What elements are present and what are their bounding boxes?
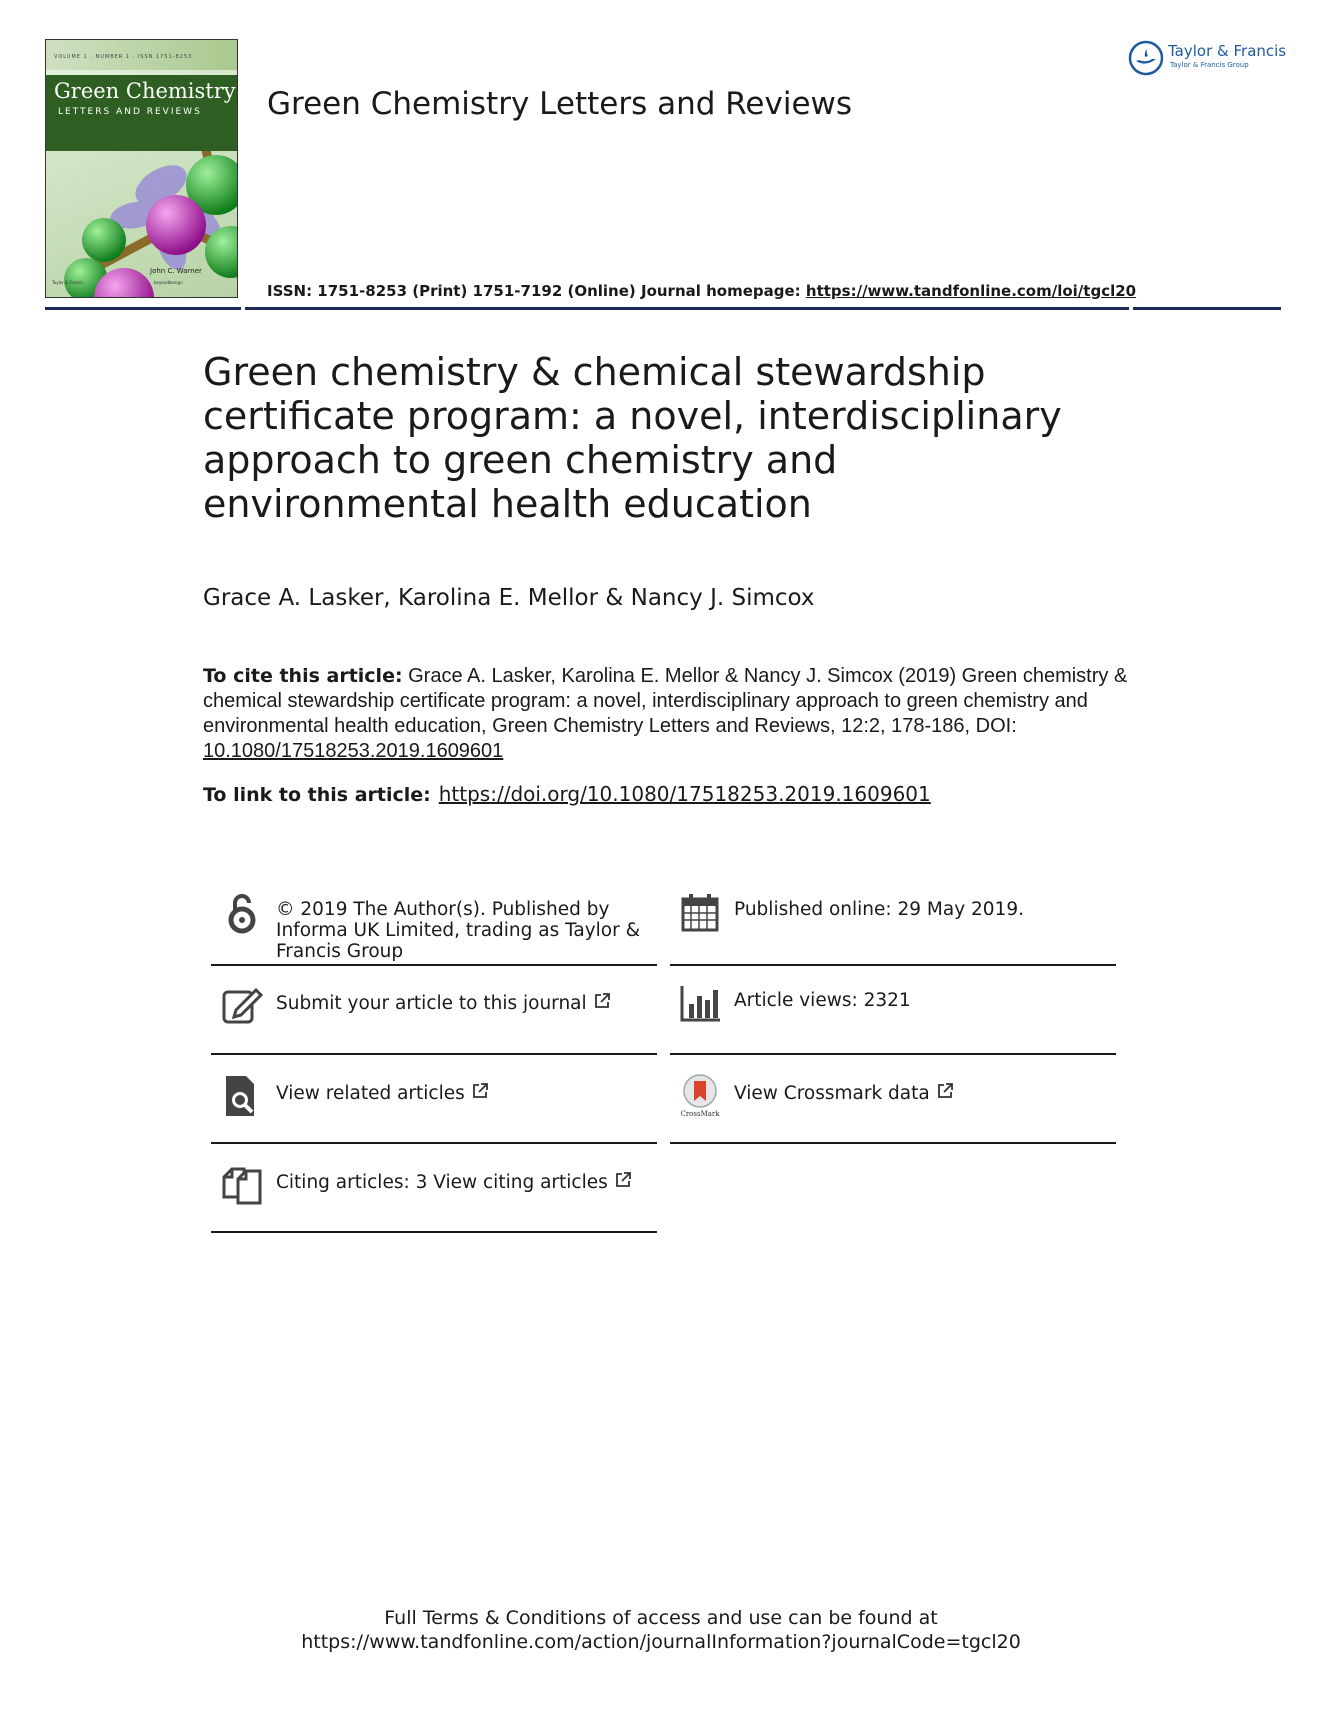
article-doi-url-link[interactable]: https://doi.org/10.1080/17518253.2019.1609601	[438, 782, 931, 806]
publisher-logo[interactable]	[1128, 40, 1288, 80]
article-title: Green chemistry & chemical stewardship certificate program: a novel, interdisciplinary approach to green chemistry and environmental health education	[203, 350, 1062, 526]
bar-chart-icon	[678, 982, 722, 1026]
calendar-icon	[678, 891, 722, 935]
citation-block	[203, 664, 1133, 764]
header-rule-middle	[245, 307, 1129, 310]
edit-document-icon	[220, 984, 264, 1028]
divider	[211, 1142, 657, 1144]
issn-text: ISSN: 1751-8253 (Print) 1751-7192 (Online) Journal homepage:	[267, 282, 806, 300]
related-articles-label: View related articles	[276, 1083, 465, 1104]
divider	[211, 964, 657, 966]
divider	[211, 1053, 657, 1055]
cover-editor: John C. Warner	[150, 267, 202, 275]
external-link-icon	[936, 1082, 954, 1100]
journal-cover-image	[45, 39, 238, 298]
header-rule-left	[45, 307, 241, 310]
crossmark-icon	[678, 1074, 722, 1118]
article-link-line	[203, 782, 931, 806]
crossmark-logo-text: CrossMark	[680, 1110, 720, 1118]
divider	[211, 1231, 657, 1233]
citing-articles-label: Citing articles: 3 View citing articles	[276, 1172, 608, 1193]
external-link-icon	[471, 1082, 489, 1100]
cover-publisher-left: Taylor & Francis	[52, 280, 84, 285]
issn-line	[267, 282, 1136, 300]
doi-link[interactable]: 10.1080/17518253.2019.1609601	[203, 740, 504, 762]
cover-title-band	[46, 75, 237, 151]
submit-article-link[interactable]	[276, 992, 611, 1014]
link-label: To link to this article:	[203, 784, 431, 806]
divider	[670, 1053, 1116, 1055]
crossmark-link[interactable]	[734, 1082, 954, 1104]
terms-line: Full Terms & Conditions of access and use can be found at	[384, 1607, 938, 1629]
document-search-icon	[220, 1074, 264, 1118]
open-access-lock-icon	[220, 891, 264, 935]
cover-subtitle: LETTERS AND REVIEWS	[58, 107, 202, 117]
external-link-icon	[614, 1171, 632, 1189]
citing-articles-link[interactable]	[276, 1171, 632, 1193]
journal-title: Green Chemistry Letters and Reviews	[267, 86, 853, 122]
article-authors: Grace A. Lasker, Karolina E. Mellor & Nancy J. Simcox	[203, 585, 815, 611]
taylor-francis-lamp-icon	[1128, 40, 1164, 76]
related-articles-link[interactable]	[276, 1082, 489, 1104]
journal-homepage-link[interactable]: https://www.tandfonline.com/loi/tgcl20	[805, 282, 1137, 300]
cover-title: Green Chemistry	[54, 79, 236, 103]
cite-text: Grace A. Lasker, Karolina E. Mellor & Nancy J. Simcox (2019) Green chemistry & chemical stewardship certificate program: a novel, interdisciplinary approach to green chemistry and environmental health education, Green Chemistry Letters and Reviews, 12:2, 178-186, DOI:	[203, 665, 1128, 737]
cover-strip-text: VOLUME 1 · NUMBER 1 · ISSN 1751-8253	[54, 54, 193, 60]
cover-publisher-right: beyondbenign	[154, 280, 183, 285]
crossmark-label: View Crossmark data	[734, 1083, 930, 1104]
published-date: Published online: 29 May 2019.	[734, 899, 1025, 920]
terms-footer	[0, 1606, 1322, 1654]
divider	[670, 1142, 1116, 1144]
divider	[670, 964, 1116, 966]
article-views: Article views: 2321	[734, 990, 911, 1011]
citing-documents-icon	[220, 1163, 264, 1207]
publisher-logo-subtitle: Taylor & Francis Group	[1170, 61, 1249, 69]
submit-article-label: Submit your article to this journal	[276, 993, 587, 1014]
cite-label: To cite this article:	[203, 665, 403, 687]
terms-url[interactable]: https://www.tandfonline.com/action/journalInformation?journalCode=tgcl20	[301, 1631, 1021, 1653]
license-text: © 2019 The Author(s). Published by Informa UK Limited, trading as Taylor & Francis Group	[276, 899, 641, 962]
header-rule-right	[1133, 307, 1281, 310]
external-link-icon	[593, 992, 611, 1010]
publisher-logo-name: Taylor & Francis	[1168, 42, 1287, 60]
